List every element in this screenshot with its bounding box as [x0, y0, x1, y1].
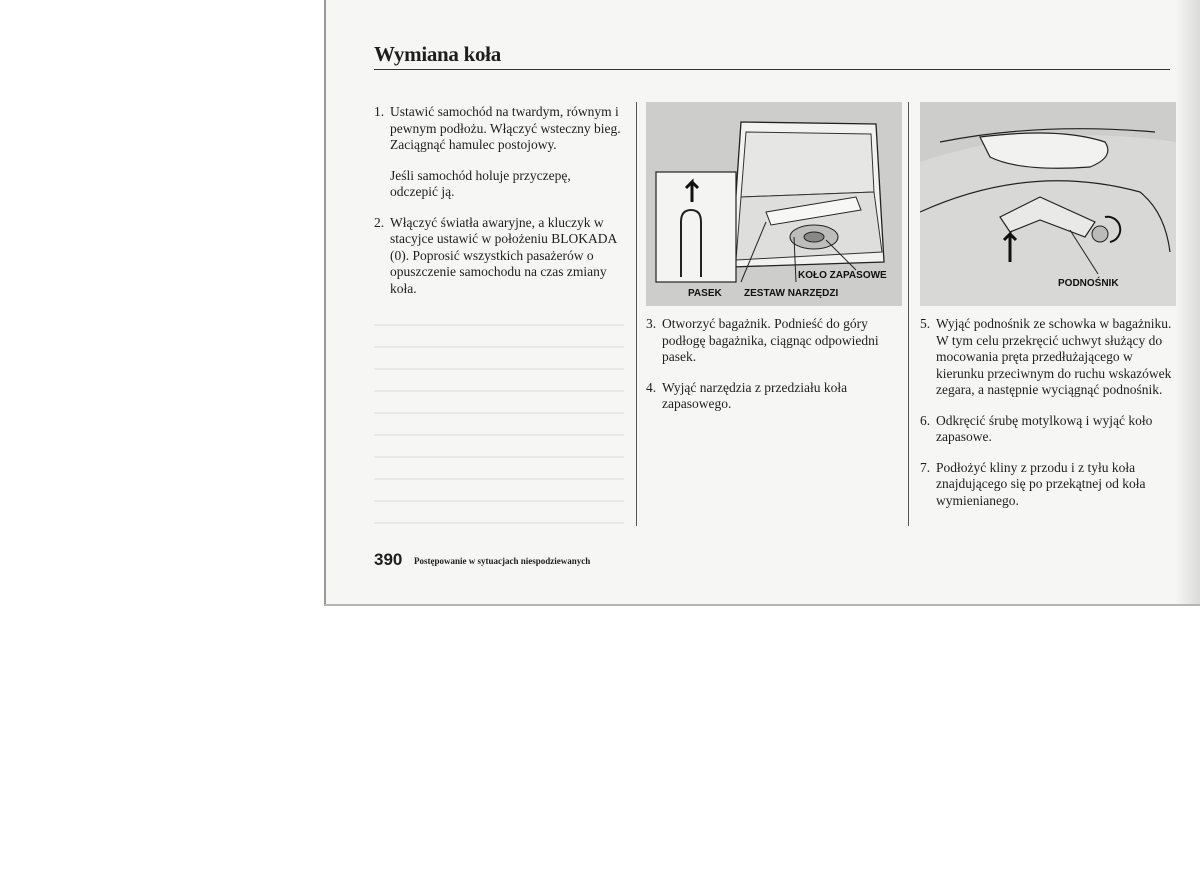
step-3-text: Otworzyć bagażnik. Podnieść do góry podłogę bagażnika, ciągnąc odpowiedni pasek.: [662, 316, 879, 364]
step-7-text: Podłożyć kliny z przodu i z tyłu koła znajdującego się po przekątnej od koła wymienianego.: [936, 459, 1146, 508]
step-2: [374, 215, 622, 298]
manual-page: [324, 0, 1200, 604]
section-title: Postępowanie w sytuacjach niespodziewanych: [414, 556, 591, 566]
column-divider-1: [636, 102, 637, 526]
bleed-through-text: [374, 318, 624, 528]
page-number: 390: [374, 550, 403, 569]
title-divider: [374, 69, 1170, 70]
step-4-text: Wyjąć narzędzia z przedziału koła zapasowego.: [662, 379, 848, 411]
page-title: Wymiana koła: [374, 42, 501, 66]
step-2-text: Włączyć światła awaryjne, a kluczyk w stacyjce ustawić w położeniu BLOKADA (0). Poprosić wszystkich pasażerów o opuszczenie samochodu na czas zmiany koła.: [390, 214, 617, 296]
label-strap: PASEK: [688, 288, 722, 299]
jack-illustration: [920, 102, 1176, 306]
jack-figure: [920, 102, 1176, 306]
step-6-text: Odkręcić śrubę motylkową i wyjąć koło zapasowe.: [936, 412, 1153, 444]
step-7-number: 7.: [920, 459, 931, 475]
column-divider-2: [908, 102, 909, 526]
trunk-figure: [646, 102, 902, 306]
step-5-number: 5.: [920, 316, 931, 331]
step-1-text: Ustawić samochód na twardym, równym i pewnym podłożu. Włączyć wsteczny bieg. Zaciągnąć hamulec postojowy.: [390, 104, 621, 152]
step-3-number: 3.: [646, 316, 657, 331]
step-5: [920, 316, 1176, 399]
step-6-number: 6.: [920, 412, 931, 428]
label-toolkit: ZESTAW NARZĘDZI: [744, 288, 839, 299]
step-2-number: 2.: [374, 214, 385, 230]
page-edge-shadow: [1176, 0, 1200, 604]
step-3: [646, 316, 894, 366]
left-column: [374, 104, 622, 311]
label-jack: PODNOŚNIK: [1058, 278, 1119, 289]
right-column: [920, 316, 1176, 523]
step-4: [646, 380, 894, 413]
step-7: [920, 460, 1176, 510]
step-1-note: Jeśli samochód holuje przyczepę, odczepić ją.: [390, 167, 571, 199]
step-1-number: 1.: [374, 104, 385, 119]
step-1: [374, 104, 622, 154]
middle-column: [646, 316, 894, 427]
step-4-number: 4.: [646, 379, 657, 395]
step-6: [920, 413, 1176, 446]
label-spare-wheel: KOŁO ZAPASOWE: [798, 270, 887, 281]
step-5-text: Wyjąć podnośnik ze schowka w bagażniku. W tym celu przekręcić uchwyt służący do mocowania pręta przedłużającego w kierunku przeciwnym do ruchu wskazówek zegara, a następnie wyciągnąć podnośnik.: [936, 316, 1172, 397]
